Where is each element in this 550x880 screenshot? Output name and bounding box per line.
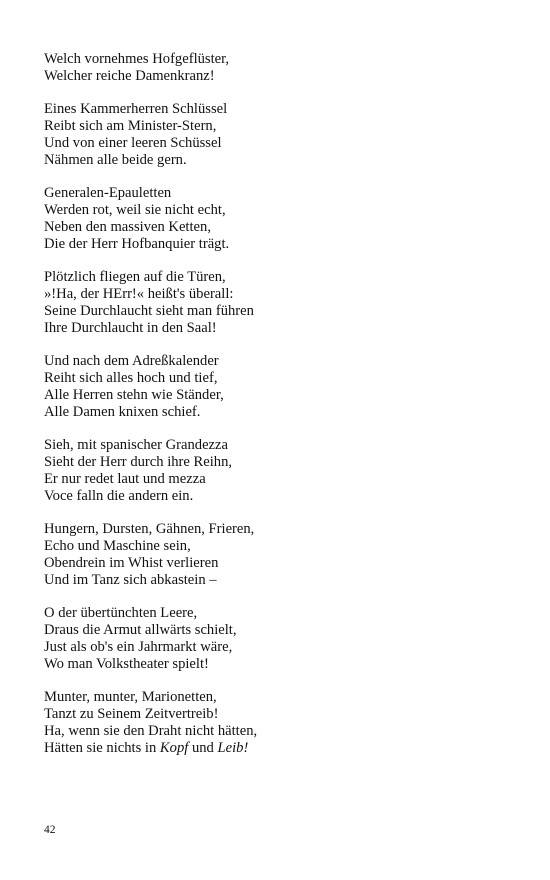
poem-line: Ihre Durchlaucht in den Saal! <box>44 319 217 336</box>
page-number: 42 <box>44 824 56 836</box>
poem-line: Sieht der Herr durch ihre Reihn, <box>44 454 233 471</box>
emphasis-word: Kopf <box>159 739 189 756</box>
poem-line-text: und <box>188 739 218 756</box>
poem-line-final <box>44 740 524 757</box>
poem-line: Munter, munter, Marionetten, <box>44 689 217 706</box>
poem-line: Sieh, mit spanischer Grandezza <box>44 437 228 454</box>
poem-line: Und von einer leeren Schüssel <box>44 134 222 151</box>
stanza-2 <box>44 101 524 168</box>
stanza-9 <box>44 689 524 756</box>
poem-line: Und im Tanz sich abkastein – <box>44 571 217 588</box>
stanza-1 <box>44 51 524 85</box>
poem-line: Die der Herr Hofbanquier trägt. <box>44 235 230 252</box>
stanza-6 <box>44 437 524 504</box>
stanza-5 <box>44 353 524 420</box>
poem-line: Er nur redet laut und mezza <box>44 470 206 487</box>
poem-line: Draus die Armut allwärts schielt, <box>44 622 237 639</box>
poem-line: Alle Herren stehn wie Ständer, <box>44 386 224 403</box>
stanza-3 <box>44 185 524 252</box>
emphasis-word: Leib! <box>217 739 249 756</box>
stanza-7 <box>44 521 524 588</box>
poem-line: O der übertünchten Leere, <box>44 605 198 622</box>
poem-line: Echo und Maschine sein, <box>44 538 191 555</box>
poem-line: Hungern, Dursten, Gähnen, Frieren, <box>44 521 255 538</box>
poem-line: Welcher reiche Damenkranz! <box>44 67 215 84</box>
poem-line: »!Ha, der HErr!« heißt's überall: <box>44 286 234 303</box>
poem-line: Neben den massiven Ketten, <box>44 218 211 235</box>
poem-line: Reibt sich am Minister-Stern, <box>44 118 217 135</box>
poem-line: Alle Damen knixen schief. <box>44 403 201 420</box>
poem-line: Plötzlich fliegen auf die Türen, <box>44 269 226 286</box>
poem-line: Wo man Volkstheater spielt! <box>44 655 209 672</box>
poem-line: Werden rot, weil sie nicht echt, <box>44 202 226 219</box>
poem-line-text: Hätten sie nichts in <box>44 739 160 756</box>
poem-line: Eines Kammerherren Schlüssel <box>44 101 228 118</box>
poem <box>44 51 524 773</box>
poem-line: Tanzt zu Seinem Zeitvertreib! <box>44 706 219 723</box>
poem-line: Voce falln die andern ein. <box>44 487 194 504</box>
poem-line: Und nach dem Adreßkalender <box>44 353 219 370</box>
poem-line: Obendrein im Whist verlieren <box>44 554 219 571</box>
poem-line: Reiht sich alles hoch und tief, <box>44 370 218 387</box>
stanza-4 <box>44 269 524 336</box>
poem-line: Generalen-Epauletten <box>44 185 172 202</box>
poem-line: Welch vornehmes Hofgeflüster, <box>44 51 230 67</box>
poem-line: Nähmen alle beide gern. <box>44 151 187 168</box>
stanza-8 <box>44 605 524 672</box>
poem-line: Just als ob's ein Jahrmarkt wäre, <box>44 638 233 655</box>
poem-line: Ha, wenn sie den Draht nicht hätten, <box>44 722 258 739</box>
poem-line: Seine Durchlaucht sieht man führen <box>44 302 254 319</box>
